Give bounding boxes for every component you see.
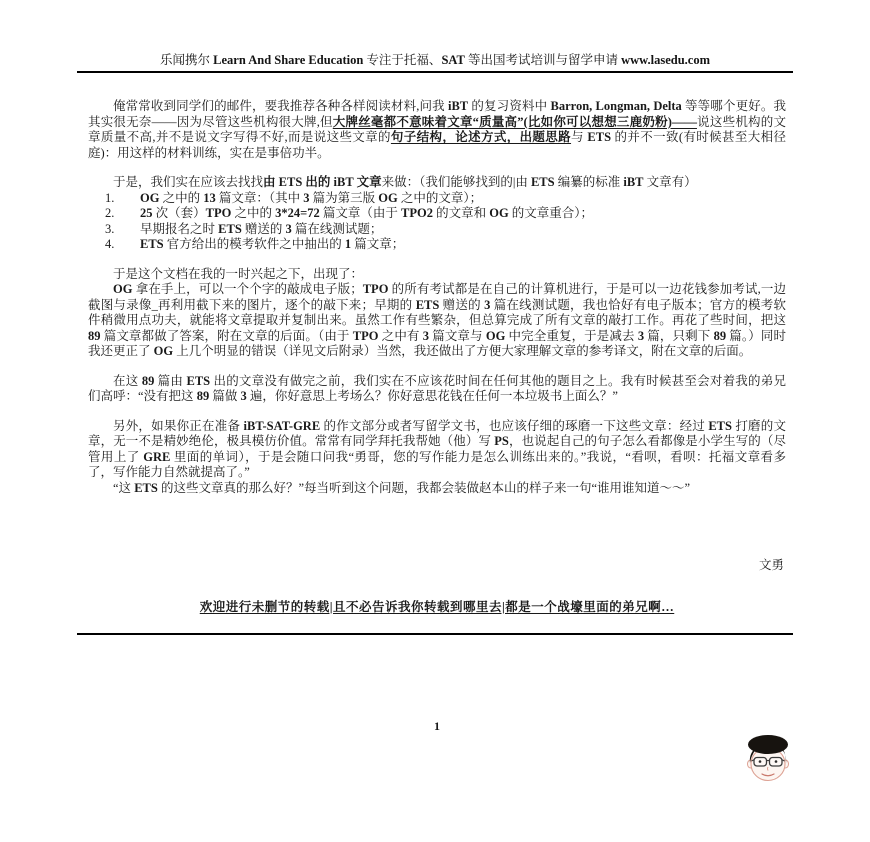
- paragraph-document-origin: 于是这个文档在我的一时兴起之下，出现了：: [113, 266, 364, 281]
- author-avatar-icon: [741, 730, 795, 788]
- header-rule: [77, 71, 793, 73]
- paragraph-writing-advice: 另外，如果你正在准备 iBT-SAT-GRE 的作文部分或者写留学文书，也应该仔细的琢磨一下这些文章：经过 ETS 打磨的文章，无一不是精妙绝伦，极具模仿价值。常常有同学拜托我帮她（他）写 PS，也说起自己的句子怎么看都像是小学生写的（尽管用上了 GRE 里面的单词），于是会随口问我“勇哥，您的写作能力是怎么训练出来的。”我说，“看呗，看呗：托福文章看多了，写作能力自然就提高了。”: [88, 418, 786, 479]
- list-item-text: 早期报名之时 ETS 赠送的 3 篇在线测试题；: [140, 221, 383, 236]
- list-item: [88, 191, 786, 207]
- list-item-number: 2.: [105, 206, 115, 220]
- list-item-text: OG 之中的 13 篇文章：（其中 3 篇为第三版 OG 之中的文章）；: [140, 190, 483, 205]
- paragraph-quote: “这 ETS 的这些文章真的那么好？”每当听到这个问题，我都会装做赵本山的样子来一句“谁用谁知道～～”: [113, 480, 691, 495]
- ets-source-list: [88, 191, 786, 253]
- list-item-number: 3.: [105, 221, 115, 236]
- paragraph-find-ets-articles: 于是，我们实在应该去找找由 ETS 出的 iBT 文章来做：（我们能够找到的|由 ETS 编纂的标准 iBT 文章有）: [113, 175, 697, 189]
- footer-rule: [77, 633, 793, 635]
- page-number: 1: [434, 719, 440, 733]
- list-item: [88, 237, 786, 253]
- list-item-number: 1.: [105, 190, 115, 205]
- list-item: [88, 222, 786, 238]
- repost-note: 欢迎进行未删节的转载|且不必告诉我你转载到哪里去|都是一个战壕里面的弟兄啊…: [199, 600, 675, 614]
- signature: 文勇: [758, 558, 784, 572]
- paragraph-89-articles: 在这 89 篇由 ETS 出的文章没有做完之前，我们实在不应该花时间在任何其他的题目之上。我有时候甚至会对着我的弟兄们高呼：“没有把这 89 篇做 3 遍，你好意思上考场么？你好意思花钱在任何一本垃圾书上面么？”: [88, 373, 786, 403]
- list-item-text: 25 次（套）TPO 之中的 3*24=72 篇文章（由于 TPO2 的文章和 OG 的文章重合）；: [140, 206, 594, 220]
- list-item-text: ETS 官方给出的模考软件之中抽出的 1 篇文章；: [140, 237, 405, 251]
- document-body: [88, 99, 786, 614]
- list-item: [88, 206, 786, 222]
- page-header: [0, 52, 870, 68]
- list-item-number: 4.: [105, 237, 115, 251]
- paragraph-materials-intro: 俺常常收到同学们的邮件，要我推荐各种各样阅读材料,问我 iBT 的复习资料中 Barron, Longman, Delta 等等哪个更好。我其实很无奈——因为尽管这些机构很大牌,但大牌丝毫都不意味着文章“质量高”(比如你可以想想三鹿奶粉)——说这些机构的文章质量不高,并不是说文字写得不好,而是说这些文章的句子结构，论述方式，出题思路与 ETS 的并不一致(有时候甚至大相径庭)：用这样的材料训练，实在是事倍功半。: [88, 99, 786, 160]
- header-text: 乐闻携尔 Learn And Share Education 专注于托福、SAT 等出国考试培训与留学申请 www.lasedu.com: [160, 53, 710, 67]
- paragraph-typing-work: OG 拿在手上，可以一个个字的敲成电子版；TPO 的所有考试都是在自己的计算机进行，于是可以一边花钱参加考试,一边截图与录像_再利用截下来的图片，逐个的敲下来；早期的 ETS 赠送的 3 篇在线测试题，我也恰好有电子版本；官方的模考软件稍微用点功夫，就能将文章提取并复制出来。虽然工作有些繁杂，但总算完成了所有文章的敲打工作。再花了些时间，把这 89 篇文章都做了答案，附在文章的后面。（由于 TPO 之中有 3 篇文章与 OG 中完全重复，于是减去 3 篇，只剩下 89 篇。）同时我还更正了 OG 上几个明显的错误（详见文后附录）当然，我还做出了方便大家理解文章的参考译文，附在文章的后面。: [88, 282, 786, 358]
